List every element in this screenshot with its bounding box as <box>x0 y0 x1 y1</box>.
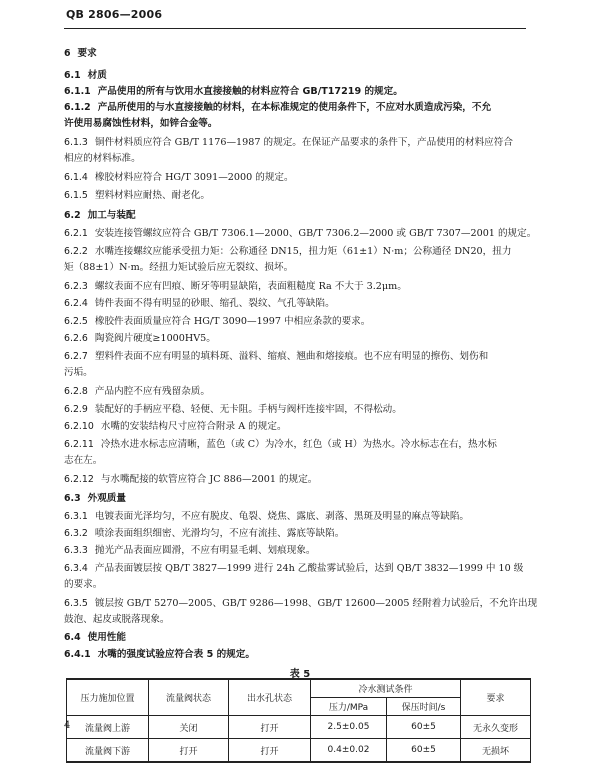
clause-text: 塑料件表面不应有明显的填料斑、溢料、缩痕、翘曲和熔接痕。也不应有明显的擦伤、划伤和 <box>94 351 489 362</box>
clause-number: 6.2.2 <box>64 246 88 257</box>
clause-6-1-5 <box>64 190 210 202</box>
section-number: 6.3 <box>64 493 81 504</box>
clause-6-3-5-continued: 鼓泡、起皮或脱落现象。 <box>64 614 170 625</box>
clause-6-2-8 <box>64 386 210 398</box>
clause-text: 装配好的手柄应平稳、轻便、无卡阻。手柄与阀杆连接牢固，不得松动。 <box>94 404 402 415</box>
cell-outlet-state: 打开 <box>229 739 311 763</box>
section-title: 加工与装配 <box>87 210 136 221</box>
clause-number: 6.2.10 <box>64 421 94 432</box>
clause-number: 6.2.12 <box>64 474 94 485</box>
section-6-heading <box>64 48 97 60</box>
table-5-caption: 表 5 <box>289 669 311 680</box>
cell-valve-state: 关闭 <box>149 716 229 739</box>
section-title: 外观质量 <box>87 493 126 504</box>
clause-number: 6.2.7 <box>64 351 88 362</box>
clause-6-1-3 <box>64 137 513 149</box>
clause-6-2-6 <box>64 333 216 345</box>
clause-text: 产品表面镀层按 QB/T 3827—1999 进行 24h 乙酸盐雾试验后，达到 QB/T 3832—1999 中 10 级 <box>94 563 524 574</box>
clause-number: 6.1.2 <box>64 102 91 113</box>
cell-outlet-state: 打开 <box>229 716 311 739</box>
clause-number: 6.3.2 <box>64 528 88 539</box>
header-rule <box>64 28 526 29</box>
section-title: 使用性能 <box>87 632 126 643</box>
clause-number: 6.1.3 <box>64 137 88 148</box>
header-cold-water-conditions: 冷水测试条件 <box>311 679 461 698</box>
clause-number: 6.2.3 <box>64 281 88 292</box>
clause-text: 塑料材料应耐热、耐老化。 <box>94 190 210 201</box>
header-holding-time: 保压时间/s <box>387 698 461 716</box>
clause-6-4-1 <box>64 649 255 661</box>
clause-text: 抛光产品表面应圆滑，不应有明显毛刺、划痕现象。 <box>94 545 316 556</box>
section-6-4-heading <box>64 632 126 644</box>
clause-6-2-11-continued: 志在左。 <box>64 455 103 466</box>
page-number: 4 <box>64 720 71 731</box>
section-6-1-heading <box>64 70 107 82</box>
clause-6-2-11 <box>64 439 497 451</box>
clause-text: 铜件材料质应符合 GB/T 1176—1987 的规定。在保证产品要求的条件下，产品使用的材料应符合 <box>94 137 513 148</box>
clause-number: 6.4.1 <box>64 649 91 660</box>
section-number: 6.1 <box>64 70 81 81</box>
clause-text: 镀层按 GB/T 5270—2005、GB/T 9286—1998、GB/T 12600—2005 经附着力试验后，不允许出现 <box>94 598 538 609</box>
clause-text: 水嘴的安装结构尺寸应符合附录 A 的规定。 <box>100 421 287 432</box>
clause-text: 冷热水进水标志应清晰，蓝色（或 C）为冷水，红色（或 H）为热水。冷水标志在右，热水标 <box>100 439 497 450</box>
clause-text: 与水嘴配接的软管应符合 JC 886—2001 的规定。 <box>100 474 318 485</box>
clause-number: 6.2.4 <box>64 298 88 309</box>
table-row <box>67 739 531 763</box>
section-number: 6.4 <box>64 632 81 643</box>
clause-6-2-9 <box>64 404 402 416</box>
clause-6-2-3 <box>64 281 407 293</box>
section-number: 6.2 <box>64 210 81 221</box>
clause-text: 安装连接管螺纹应符合 GB/T 7306.1—2000、GB/T 7306.2—2000 或 GB/T 7307—2001 的规定。 <box>94 228 537 239</box>
clause-6-1-2-continued: 许使用易腐蚀性材料，如锌合金等。 <box>64 118 218 129</box>
clause-number: 6.3.3 <box>64 545 88 556</box>
cell-holding-time: 60±5 <box>387 739 461 763</box>
cell-pressure: 0.4±0.02 <box>311 739 387 763</box>
clause-6-1-1 <box>64 86 403 98</box>
clause-number: 6.2.5 <box>64 316 88 327</box>
cell-valve-state: 打开 <box>149 739 229 763</box>
clause-text: 产品内腔不应有残留杂质。 <box>94 386 210 397</box>
cell-requirement: 无永久变形 <box>461 716 531 739</box>
section-number: 6 <box>64 48 71 59</box>
header-pressure: 压力/MPa <box>311 698 387 716</box>
clause-number: 6.1.1 <box>64 86 91 97</box>
clause-text: 陶瓷阀片硬度≥1000HV5。 <box>94 333 216 344</box>
clause-number: 6.3.1 <box>64 511 88 522</box>
cell-holding-time: 60±5 <box>387 716 461 739</box>
clause-number: 6.2.9 <box>64 404 88 415</box>
clause-number: 6.2.8 <box>64 386 88 397</box>
header-requirement: 要求 <box>461 679 531 716</box>
cell-requirement: 无损坏 <box>461 739 531 763</box>
clause-text: 水嘴的强度试验应符合表 5 的规定。 <box>97 649 255 660</box>
header-valve-state: 流量阀状态 <box>149 679 229 716</box>
clause-6-2-10 <box>64 421 287 433</box>
clause-number: 6.2.6 <box>64 333 88 344</box>
section-title: 材质 <box>87 70 107 81</box>
section-6-2-heading <box>64 210 136 222</box>
header-outlet-state: 出水孔状态 <box>229 679 311 716</box>
clause-6-3-5 <box>64 598 537 610</box>
clause-text: 水嘴连接螺纹应能承受扭力矩：公称通径 DN15，扭力矩（61±1）N·m；公称通径 DN20，扭力 <box>94 246 512 257</box>
clause-6-1-3-continued: 相应的材料标准。 <box>64 153 141 164</box>
clause-6-2-4 <box>64 298 335 310</box>
clause-number: 6.2.1 <box>64 228 88 239</box>
section-6-3-heading <box>64 493 126 505</box>
section-title: 要求 <box>77 48 97 59</box>
clause-6-2-7 <box>64 351 488 363</box>
header-position: 压力施加位置 <box>67 679 149 716</box>
clause-text: 橡胶件表面质量应符合 HG/T 3090—1997 中相应条款的要求。 <box>94 316 371 327</box>
clause-6-3-1 <box>64 511 469 523</box>
clause-text: 螺纹表面不应有凹痕、断牙等明显缺陷，表面粗糙度 Ra 不大于 3.2μm。 <box>94 281 407 292</box>
clause-6-2-5 <box>64 316 370 328</box>
clause-6-3-2 <box>64 528 344 540</box>
table-header-row <box>67 679 531 698</box>
cell-position: 流量阀下游 <box>67 739 149 763</box>
clause-text: 产品所使用的与水直接接触的材料，在本标准规定的使用条件下，不应对水质造成污染，不允 <box>97 102 492 113</box>
table-row <box>67 716 531 739</box>
clause-6-2-12 <box>64 474 317 486</box>
clause-6-2-2-continued: 矩（88±1）N·m。经扭力矩试验后应无裂纹、损坏。 <box>64 262 294 273</box>
clause-number: 6.2.11 <box>64 439 94 450</box>
cell-position: 流量阀上游 <box>67 716 149 739</box>
clause-number: 6.1.4 <box>64 172 88 183</box>
clause-text: 橡胶材料应符合 HG/T 3091—2000 的规定。 <box>94 172 294 183</box>
clause-6-2-7-continued: 污垢。 <box>64 367 93 378</box>
clause-number: 6.1.5 <box>64 190 88 201</box>
clause-text: 铸件表面不得有明显的砂眼、缩孔、裂纹、气孔等缺陷。 <box>94 298 335 309</box>
clause-text: 产品使用的所有与饮用水直接接触的材料应符合 GB/T17219 的规定。 <box>97 86 403 97</box>
cell-pressure: 2.5±0.05 <box>311 716 387 739</box>
clause-6-2-2 <box>64 246 511 258</box>
clause-6-3-4 <box>64 563 523 575</box>
clause-6-2-1 <box>64 228 536 240</box>
clause-text: 喷涂表面组织细密、光滑均匀，不应有流挂、露底等缺陷。 <box>94 528 345 539</box>
clause-6-3-4-continued: 的要求。 <box>64 579 103 590</box>
clause-number: 6.3.5 <box>64 598 88 609</box>
clause-6-3-3 <box>64 545 316 557</box>
clause-number: 6.3.4 <box>64 563 88 574</box>
table-5 <box>66 678 531 763</box>
clause-6-1-4 <box>64 172 294 184</box>
standard-code-header: QB 2806—2006 <box>66 8 163 21</box>
clause-6-1-2 <box>64 102 491 114</box>
clause-text: 电镀表面光泽均匀，不应有脱皮、龟裂、烧焦、露底、剥落、黑斑及明显的麻点等缺陷。 <box>94 511 470 522</box>
